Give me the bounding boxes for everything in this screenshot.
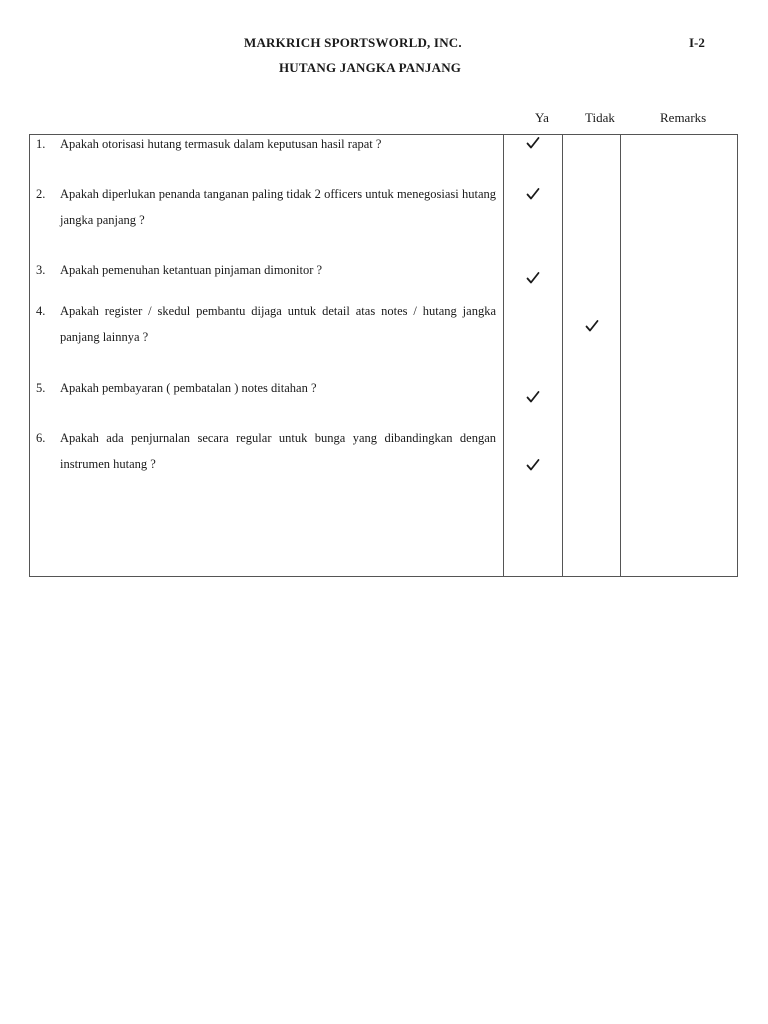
question-text: Apakah pemenuhan ketantuan pinjaman dimonitor ? [60, 263, 323, 277]
check-icon [585, 319, 599, 333]
column-header-remarks: Remarks [660, 110, 707, 125]
company-name: MARKRICH SPORTSWORLD, INC. [244, 35, 462, 50]
table-divider-ya-tidak [562, 134, 563, 577]
check-icon [526, 136, 540, 150]
column-header-ya: Ya [535, 110, 549, 125]
question-number: 3. [36, 263, 46, 277]
question-number: 4. [36, 304, 46, 318]
column-header-tidak: Tidak [585, 110, 615, 125]
question-number: 5. [36, 381, 46, 395]
question-3 [36, 257, 496, 283]
question-number: 2. [36, 187, 46, 201]
check-icon [526, 458, 540, 472]
question-4 [36, 298, 496, 350]
question-text: Apakah diperlukan penanda tanganan paling tidak 2 officers untuk menegosiasi hutang jangka panjang ? [60, 187, 496, 227]
check-icon [526, 271, 540, 285]
question-text: Apakah pembayaran ( pembatalan ) notes ditahan ? [60, 381, 317, 395]
question-text: Apakah ada penjurnalan secara regular untuk bunga yang dibandingkan dengan instrumen hutang ? [60, 431, 496, 471]
question-1 [36, 131, 496, 157]
question-2 [36, 181, 496, 233]
table-divider-question-ya [503, 134, 504, 577]
check-icon [526, 390, 540, 404]
question-5 [36, 375, 496, 401]
question-6 [36, 425, 496, 477]
page-code: I-2 [689, 35, 705, 50]
table-divider-tidak-remarks [620, 134, 621, 577]
question-number: 6. [36, 431, 46, 445]
question-text: Apakah otorisasi hutang termasuk dalam keputusan hasil rapat ? [60, 137, 382, 151]
question-text: Apakah register / skedul pembantu dijaga untuk detail atas notes / hutang jangka panjang lainnya ? [60, 304, 496, 344]
document-title: HUTANG JANGKA PANJANG [279, 60, 462, 75]
question-number: 1. [36, 137, 46, 151]
check-icon [526, 187, 540, 201]
